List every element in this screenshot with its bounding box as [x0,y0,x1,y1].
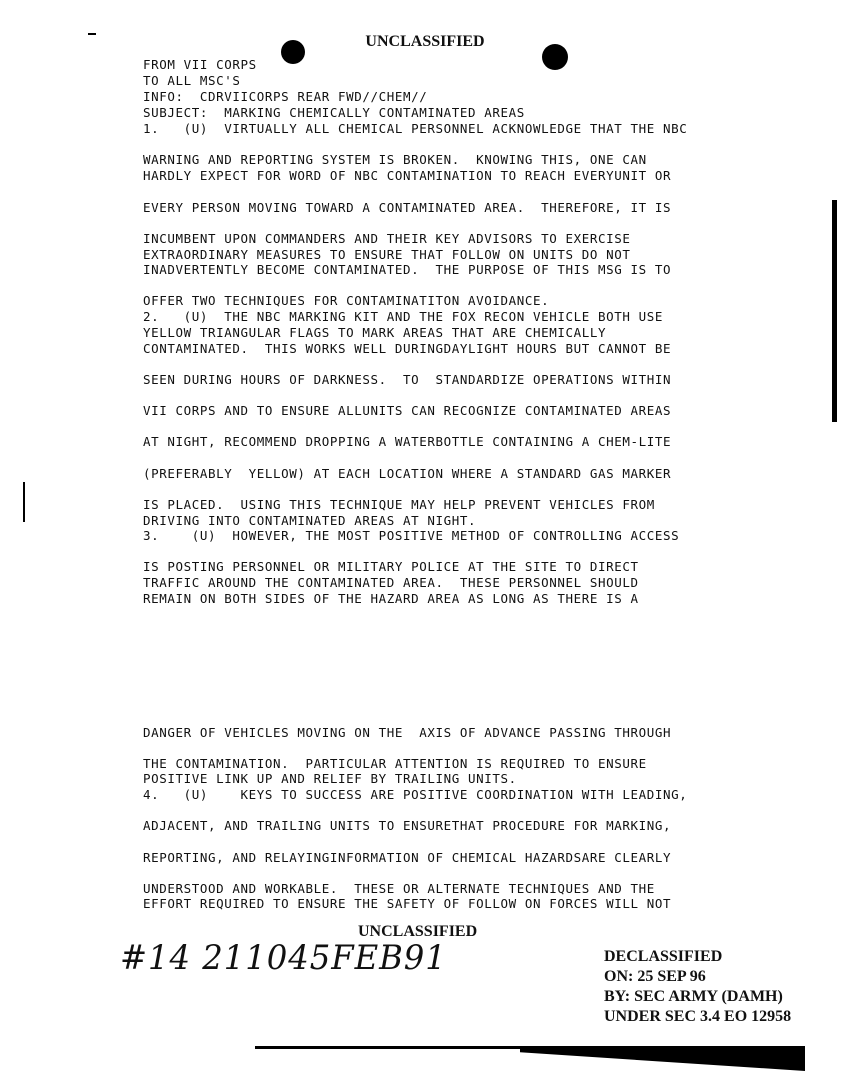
message-line: THE CONTAMINATION. PARTICULAR ATTENTION IS REQUIRED TO ENSURE [143,756,647,771]
message-line: DANGER OF VEHICLES MOVING ON THE AXIS OF ADVANCE PASSING THROUGH [143,725,672,740]
message-line: DRIVING INTO CONTAMINATED AREAS AT NIGHT. [143,513,477,528]
message-line: SEEN DURING HOURS OF DARKNESS. TO STANDARDIZE OPERATIONS WITHIN [143,372,672,387]
message-line: AT NIGHT, RECOMMEND DROPPING A WATERBOTTLE CONTAINING A CHEM-LITE [143,434,672,449]
message-line: INCUMBENT UPON COMMANDERS AND THEIR KEY ADVISORS TO EXERCISE [143,231,631,246]
redaction-dot-right [542,44,568,70]
message-line: IS PLACED. USING THIS TECHNIQUE MAY HELP PREVENT VEHICLES FROM [143,497,655,512]
message-line: EXTRAORDINARY MEASURES TO ENSURE THAT FOLLOW ON UNITS DO NOT [143,247,631,262]
stamp-line-authority: BY: SEC ARMY (DAMH) [604,988,783,1005]
scan-margin-bar [832,200,837,422]
message-line: REMAIN ON BOTH SIDES OF THE HAZARD AREA AS LONG AS THERE IS A [143,591,639,606]
message-line: WARNING AND REPORTING SYSTEM IS BROKEN. KNOWING THIS, ONE CAN [143,152,647,167]
message-line: OFFER TWO TECHNIQUES FOR CONTAMINATITON AVOIDANCE. [143,293,550,308]
message-line: VII CORPS AND TO ENSURE ALLUNITS CAN RECOGNIZE CONTAMINATED AREAS [143,403,672,418]
scan-bottom-bar-thick [520,1049,805,1071]
message-line: 3. (U) HOWEVER, THE MOST POSITIVE METHOD OF CONTROLLING ACCESS [143,528,680,543]
message-from-line: FROM VII CORPS [143,57,257,72]
message-line: YELLOW TRIANGULAR FLAGS TO MARK AREAS THAT ARE CHEMICALLY [143,325,607,340]
message-subject-line: SUBJECT: MARKING CHEMICALLY CONTAMINATED AREAS [143,105,525,120]
classification-bottom: UNCLASSIFIED [358,923,478,940]
stamp-line-reference: UNDER SEC 3.4 EO 12958 [604,1008,792,1025]
scan-left-mark [23,482,25,522]
message-info-line: INFO: CDRVIICORPS REAR FWD//CHEM// [143,89,428,104]
message-line: 4. (U) KEYS TO SUCCESS ARE POSITIVE COORDINATION WITH LEADING, [143,787,688,802]
message-line: 2. (U) THE NBC MARKING KIT AND THE FOX RECON VEHICLE BOTH USE [143,309,664,324]
stamp-line-declassified: DECLASSIFIED [604,948,723,965]
message-line: IS POSTING PERSONNEL OR MILITARY POLICE AT THE SITE TO DIRECT [143,559,639,574]
scan-corner-mark [88,33,96,35]
message-line: ADJACENT, AND TRAILING UNITS TO ENSURETHAT PROCEDURE FOR MARKING, [143,818,672,833]
message-line: UNDERSTOOD AND WORKABLE. THESE OR ALTERNATE TECHNIQUES AND THE [143,881,655,896]
classification-top: UNCLASSIFIED [365,33,485,50]
message-line: HARDLY EXPECT FOR WORD OF NBC CONTAMINATION TO REACH EVERYUNIT OR [143,168,672,183]
message-line: 1. (U) VIRTUALLY ALL CHEMICAL PERSONNEL ACKNOWLEDGE THAT THE NBC [143,121,688,136]
message-line: EVERY PERSON MOVING TOWARD A CONTAMINATED AREA. THEREFORE, IT IS [143,200,672,215]
message-to-line: TO ALL MSC'S [143,73,241,88]
message-line: (PREFERABLY YELLOW) AT EACH LOCATION WHERE A STANDARD GAS MARKER [143,466,672,481]
scan-bottom-bar [255,1046,805,1049]
message-line: POSITIVE LINK UP AND RELIEF BY TRAILING UNITS. [143,771,517,786]
message-line: EFFORT REQUIRED TO ENSURE THE SAFETY OF FOLLOW ON FORCES WILL NOT [143,896,672,911]
message-line: TRAFFIC AROUND THE CONTAMINATED AREA. THESE PERSONNEL SHOULD [143,575,639,590]
stamp-line-date: ON: 25 SEP 96 [604,968,706,985]
handwritten-note: #14 211045FEB91 [120,938,447,978]
message-line: INADVERTENTLY BECOME CONTAMINATED. THE PURPOSE OF THIS MSG IS TO [143,262,672,277]
message-line: CONTAMINATED. THIS WORKS WELL DURINGDAYLIGHT HOURS BUT CANNOT BE [143,341,672,356]
redaction-dot-left [281,40,305,64]
message-line: REPORTING, AND RELAYINGINFORMATION OF CHEMICAL HAZARDSARE CLEARLY [143,850,672,865]
